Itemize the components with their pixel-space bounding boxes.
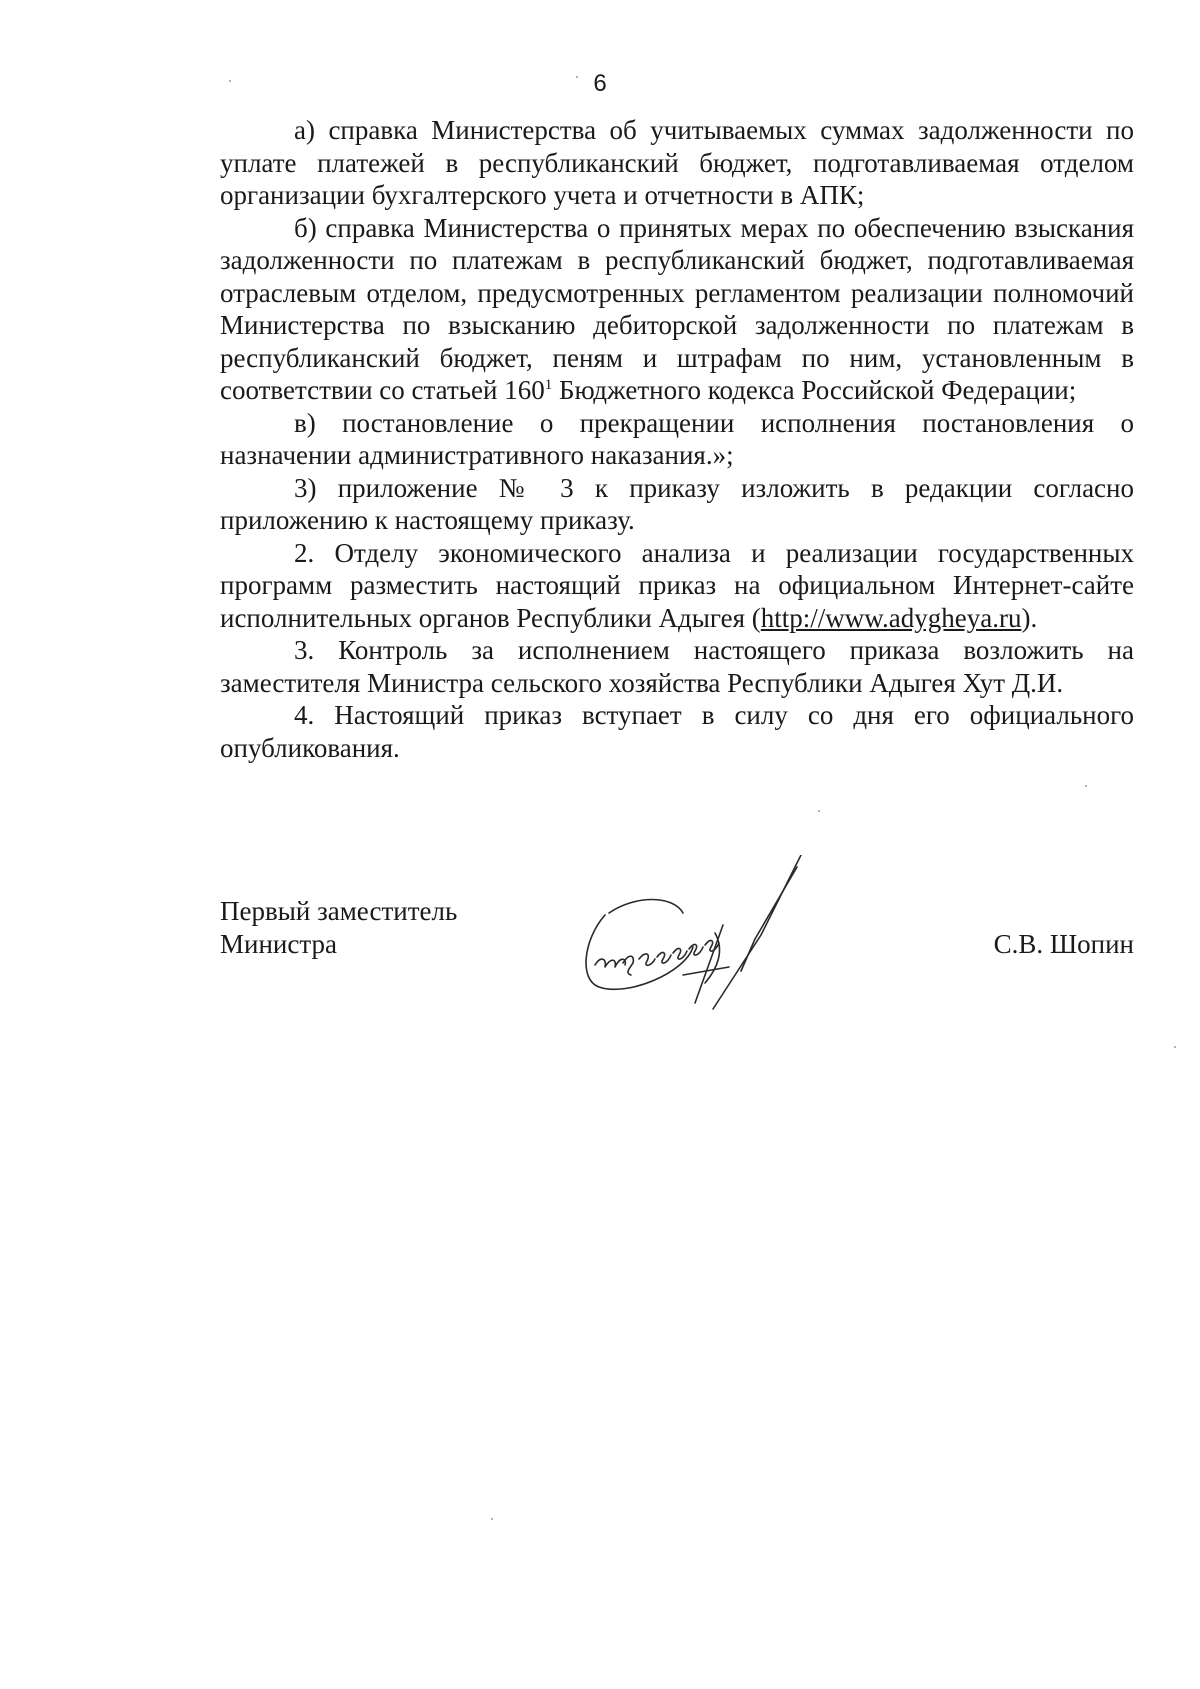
paragraph-3: 3) приложение № 3 к приказу изложить в редакции согласно приложению к настоящему приказу. xyxy=(220,472,1134,535)
paragraph-a: а) справка Министерства об учитываемых суммах задолженности по уплате платежей в республиканский бюджет, подготавливаемая отделом организации бухгалтерского учета и отчетности в АПК; xyxy=(220,115,1134,210)
handwritten-signature xyxy=(565,855,825,1035)
paragraph-2-text: 2. Отделу экономического анализа и реализации государственных программ разместить настоящий приказ на официальном Интернет-сайте исполнительных органов Республики Адыгея ( xyxy=(220,537,1134,633)
signatory-title-line-2: Министра xyxy=(220,928,337,959)
paragraph-control: 3. Контроль за исполнением настоящего приказа возложить на заместителя Министра сельского хозяйства Республики Адыгея Хут Д.И. xyxy=(220,635,1134,698)
footnote-superscript: 1 xyxy=(544,377,553,393)
scan-speck xyxy=(1085,785,1087,787)
paragraph-v: в) постановление о прекращении исполнения постановления о назначении административного наказания.»; xyxy=(220,407,1134,470)
signatory-name: С.В. Шопин xyxy=(993,929,1134,959)
paragraph-b-text: б) справка Министерства о принятых мерах по обеспечению взыскания задолженности по платежам в республиканский бюджет, подготавливаемая отраслевым отделом, предусмотренных регламентом реализации полномочий Министерства по взысканию дебиторской задолженности по платежам в республиканский бюджет, пеням и штрафам по ним, установленным в соответствии со статьей 160 xyxy=(220,212,1134,405)
paragraph-b xyxy=(220,212,1134,407)
paragraph-2 xyxy=(220,537,1134,635)
paragraph-2-tail: ). xyxy=(1021,602,1038,633)
scan-speck xyxy=(576,76,578,78)
signatory-title-line-1: Первый заместитель xyxy=(220,896,458,926)
signature-block xyxy=(220,895,1134,1015)
signatory-title xyxy=(220,895,457,960)
scan-speck xyxy=(229,80,231,82)
scan-speck xyxy=(1174,1046,1176,1048)
scan-speck xyxy=(491,1518,493,1520)
document-body xyxy=(220,114,1134,764)
scan-speck xyxy=(818,810,820,812)
page-number: 6 xyxy=(593,70,607,97)
website-link[interactable]: http://www.adygheya.ru xyxy=(760,602,1022,633)
paragraph-b-tail: Бюджетного кодекса Российской Федерации; xyxy=(552,375,1077,405)
paragraph-effective: 4. Настоящий приказ вступает в силу со дня его официального опубликования. xyxy=(220,700,1134,763)
